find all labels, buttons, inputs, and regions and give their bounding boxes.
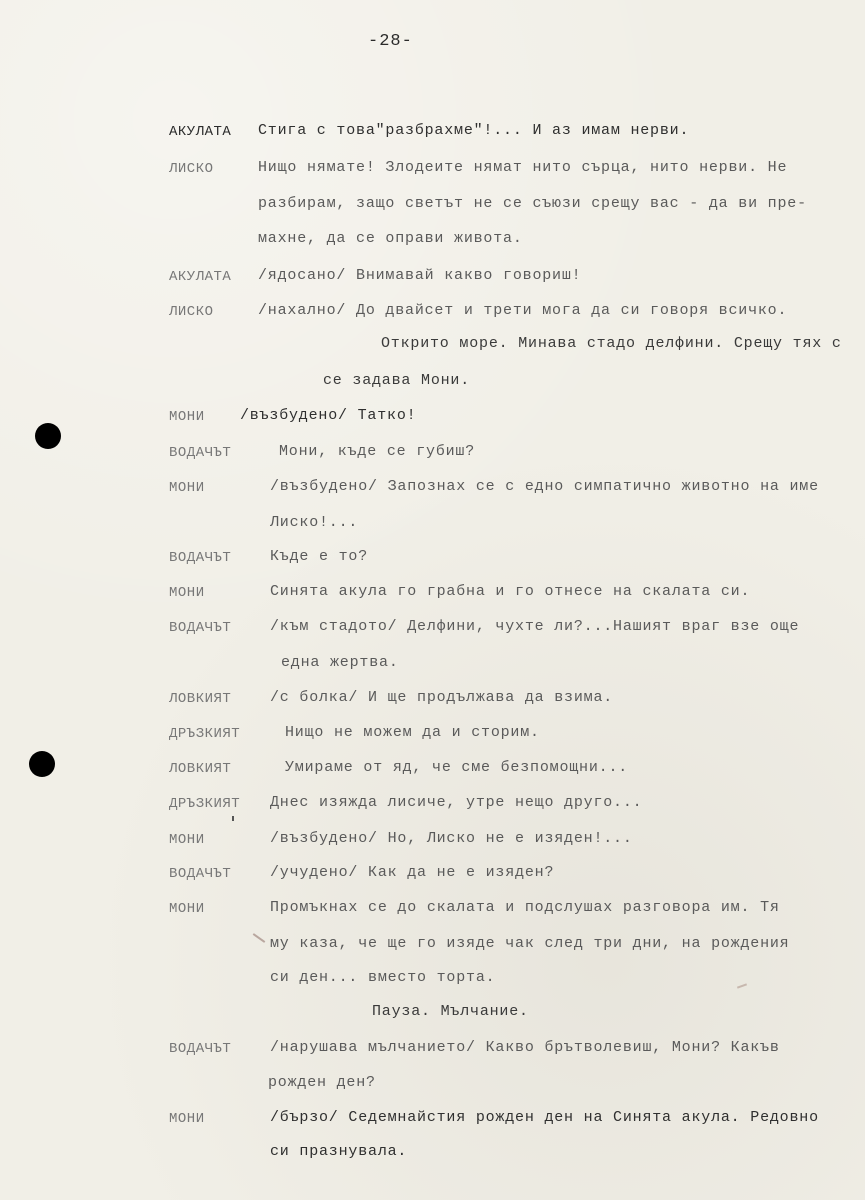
stage-direction: Открито море. Минава стадо делфини. Срещу тях с — [381, 335, 842, 352]
dialogue-line: /бързо/ Седемнайстия рожден ден на Синята акула. Редовно — [270, 1109, 819, 1126]
speaker-lovkiyat: ЛОВКИЯТ — [169, 761, 232, 777]
speaker-moni: МОНИ — [169, 409, 205, 425]
dialogue-line: /нахално/ До двайсет и трети мога да си говоря всичко. — [258, 302, 788, 319]
speaker-moni: МОНИ — [169, 901, 205, 917]
pencil-tick-mark — [232, 816, 234, 821]
speaker-moni: МОНИ — [169, 832, 205, 848]
punch-hole-top — [35, 423, 61, 449]
pencil-mark — [253, 933, 266, 943]
speaker-lisko: ЛИСКО — [169, 161, 214, 177]
speaker-vodachat: ВОДАЧЪТ — [169, 1041, 232, 1057]
dialogue-line: Мони, къде се губиш? — [279, 443, 476, 460]
speaker-vodachat: ВОДАЧЪТ — [169, 445, 232, 461]
speaker-moni: МОНИ — [169, 1111, 205, 1127]
speaker-druzkiyat: ДРЪЗКИЯТ — [169, 796, 241, 812]
dialogue-line: /нарушава мълчанието/ Какво брътволевиш, Мони? Какъв — [270, 1039, 780, 1056]
speaker-vodachat: ВОДАЧЪТ — [169, 620, 232, 636]
speaker-akulata: АКУЛАТА — [169, 124, 232, 140]
dialogue-line: му каза, че ще го изяде чак след три дни, на рождения — [270, 935, 790, 952]
dialogue-line: Нищо не можем да и сторим. — [285, 724, 540, 741]
dialogue-line: Стига с това"разбрахме"!... И аз имам нерви. — [258, 122, 690, 139]
page-number: -28- — [368, 32, 413, 51]
dialogue-line: /възбудено/ Но, Лиско не е изяден!... — [270, 830, 633, 847]
dialogue-line: си празнувала. — [270, 1143, 408, 1160]
dialogue-line: Нищо нямате! Злодеите нямат нито сърца, нито нерви. Не — [258, 159, 788, 176]
dialogue-line: Промъкнах се до скалата и подслушах разговора им. Тя — [270, 899, 780, 916]
speaker-lovkiyat: ЛОВКИЯТ — [169, 691, 232, 707]
ink-smudge — [737, 983, 747, 988]
dialogue-line: една жертва. — [281, 654, 399, 671]
dialogue-line: махне, да се оправи живота. — [258, 230, 523, 247]
dialogue-line: си ден... вместо торта. — [270, 969, 496, 986]
dialogue-line: рожден ден? — [268, 1074, 376, 1091]
stage-direction: се задава Мони. — [323, 372, 471, 389]
speaker-lisko: ЛИСКО — [169, 304, 214, 320]
punch-hole-bottom — [29, 751, 55, 777]
dialogue-line: /ядосано/ Внимавай какво говориш! — [258, 267, 582, 284]
dialogue-line: Лиско!... — [270, 514, 359, 531]
dialogue-line: /възбудено/ Татко! — [240, 407, 417, 424]
stage-direction: Пауза. Мълчание. — [372, 1003, 529, 1020]
speaker-moni: МОНИ — [169, 585, 205, 601]
speaker-druzkiyat: ДРЪЗКИЯТ — [169, 726, 241, 742]
dialogue-line: разбирам, защо светът не се съюзи срещу вас - да ви пре- — [258, 195, 807, 212]
speaker-vodachat: ВОДАЧЪТ — [169, 550, 232, 566]
dialogue-line: /учудено/ Как да не е изяден? — [270, 864, 555, 881]
dialogue-line: Днес изяжда лисиче, утре нещо друго... — [270, 794, 643, 811]
speaker-akulata: АКУЛАТА — [169, 269, 232, 285]
speaker-vodachat: ВОДАЧЪТ — [169, 866, 232, 882]
speaker-moni: МОНИ — [169, 480, 205, 496]
dialogue-line: /възбудено/ Запознах се с едно симпатично животно на име — [270, 478, 819, 495]
dialogue-line: /с болка/ И ще продължава да взима. — [270, 689, 614, 706]
dialogue-line: Синята акула го грабна и го отнесе на скалата си. — [270, 583, 751, 600]
dialogue-line: Умираме от яд, че сме безпомощни... — [285, 759, 629, 776]
dialogue-line: Къде е то? — [270, 548, 369, 565]
dialogue-line: /към стадото/ Делфини, чухте ли?...Нашият враг взе още — [270, 618, 800, 635]
